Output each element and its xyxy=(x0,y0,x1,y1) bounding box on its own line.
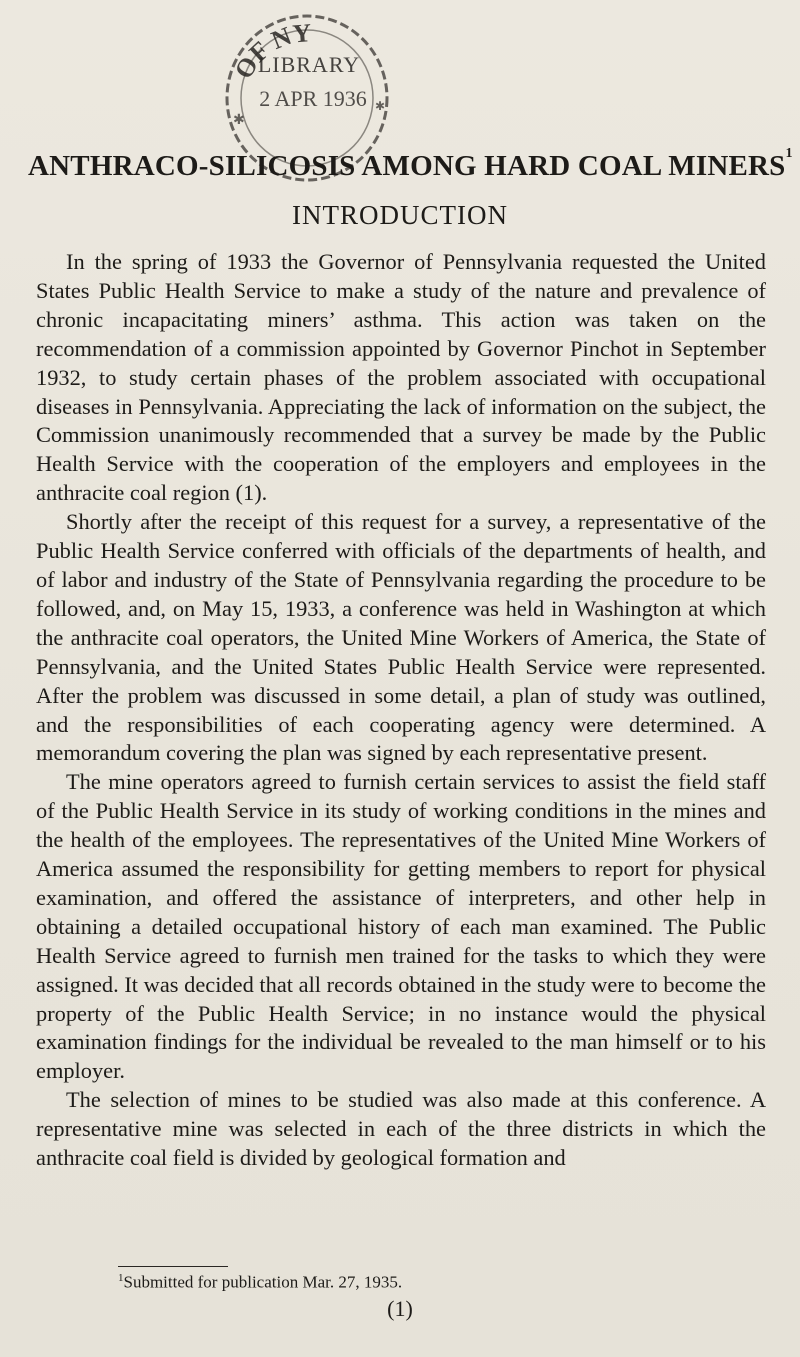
footnote xyxy=(118,1272,402,1293)
footnote-text: Submitted for publication Mar. 27, 1935. xyxy=(123,1272,403,1292)
footnote-mark: 1 xyxy=(118,1272,124,1284)
stamp-library-text: LIBRARY xyxy=(257,52,361,77)
page-number: (1) xyxy=(387,1296,413,1321)
paragraph: The selection of mines to be studied was also made at this conference. A representative mine was selected in each of the three districts in which the anthracite coal field is divided by geological formation and xyxy=(36,1087,766,1171)
stamp-star-icon: ✱ xyxy=(375,99,386,113)
paragraph: In the spring of 1933 the Governor of Pennsylvania requested the United States Public Health Service to make a study of the nature and prevalence of chronic incapacitating miners’ asthma. This action was taken on the recommendation of a commission appointed by Governor Pinchot in September 1932, to study certain phases of the problem associated with occupational diseases in Pennsylvania. Appreciating the lack of information on the subject, the Commission unanimously recommended that a survey be made by the Public Health Service with the cooperation of the employers and employees in the anthracite coal region (1). xyxy=(36,249,766,506)
stamp-date-text: 2 APR 1936 xyxy=(259,86,367,111)
title-footnote-mark: 1 xyxy=(785,146,793,161)
stamp-star-icon: ✱ xyxy=(233,112,245,128)
article-title xyxy=(28,146,793,183)
section-heading: INTRODUCTION xyxy=(292,200,508,230)
footnote-divider xyxy=(118,1266,228,1267)
stamp-top-text: OF NY xyxy=(228,18,313,84)
article-body xyxy=(36,248,766,1173)
article-title-text: ANTHRACO-SILICOSIS AMONG HARD COAL MINERS xyxy=(28,150,786,182)
paragraph: The mine operators agreed to furnish certain services to assist the field staff of the Public Health Service in its study of working conditions in the mines and the health of the employees. The representatives of the United Mine Workers of America assumed the responsibility for getting members to report for physical examination, and offered the assistance of interpreters, and other help in obtaining a detailed occupational history of each man examined. The Public Health Service agreed to furnish men trained for the tasks to which they were assigned. It was decided that all records obtained in the study were to become the property of the Public Health Service; in no instance would the physical examination findings for the individual be revealed to the man himself or to his employer. xyxy=(36,769,766,1084)
paragraph: Shortly after the receipt of this request for a survey, a representative of the Public Health Service conferred with officials of the departments of health, and of labor and industry of the State of Pennsylvania regarding the procedure to be followed, and, on May 15, 1933, a conference was held in Washington at which the anthracite coal operators, the United Mine Workers of America, the State of Pennsylvania, and the United States Public Health Service were represented. After the problem was discussed in some detail, a plan of study was outlined, and the responsibilities of each cooperating agency were determined. A memorandum covering the plan was signed by each representative present. xyxy=(36,509,766,766)
